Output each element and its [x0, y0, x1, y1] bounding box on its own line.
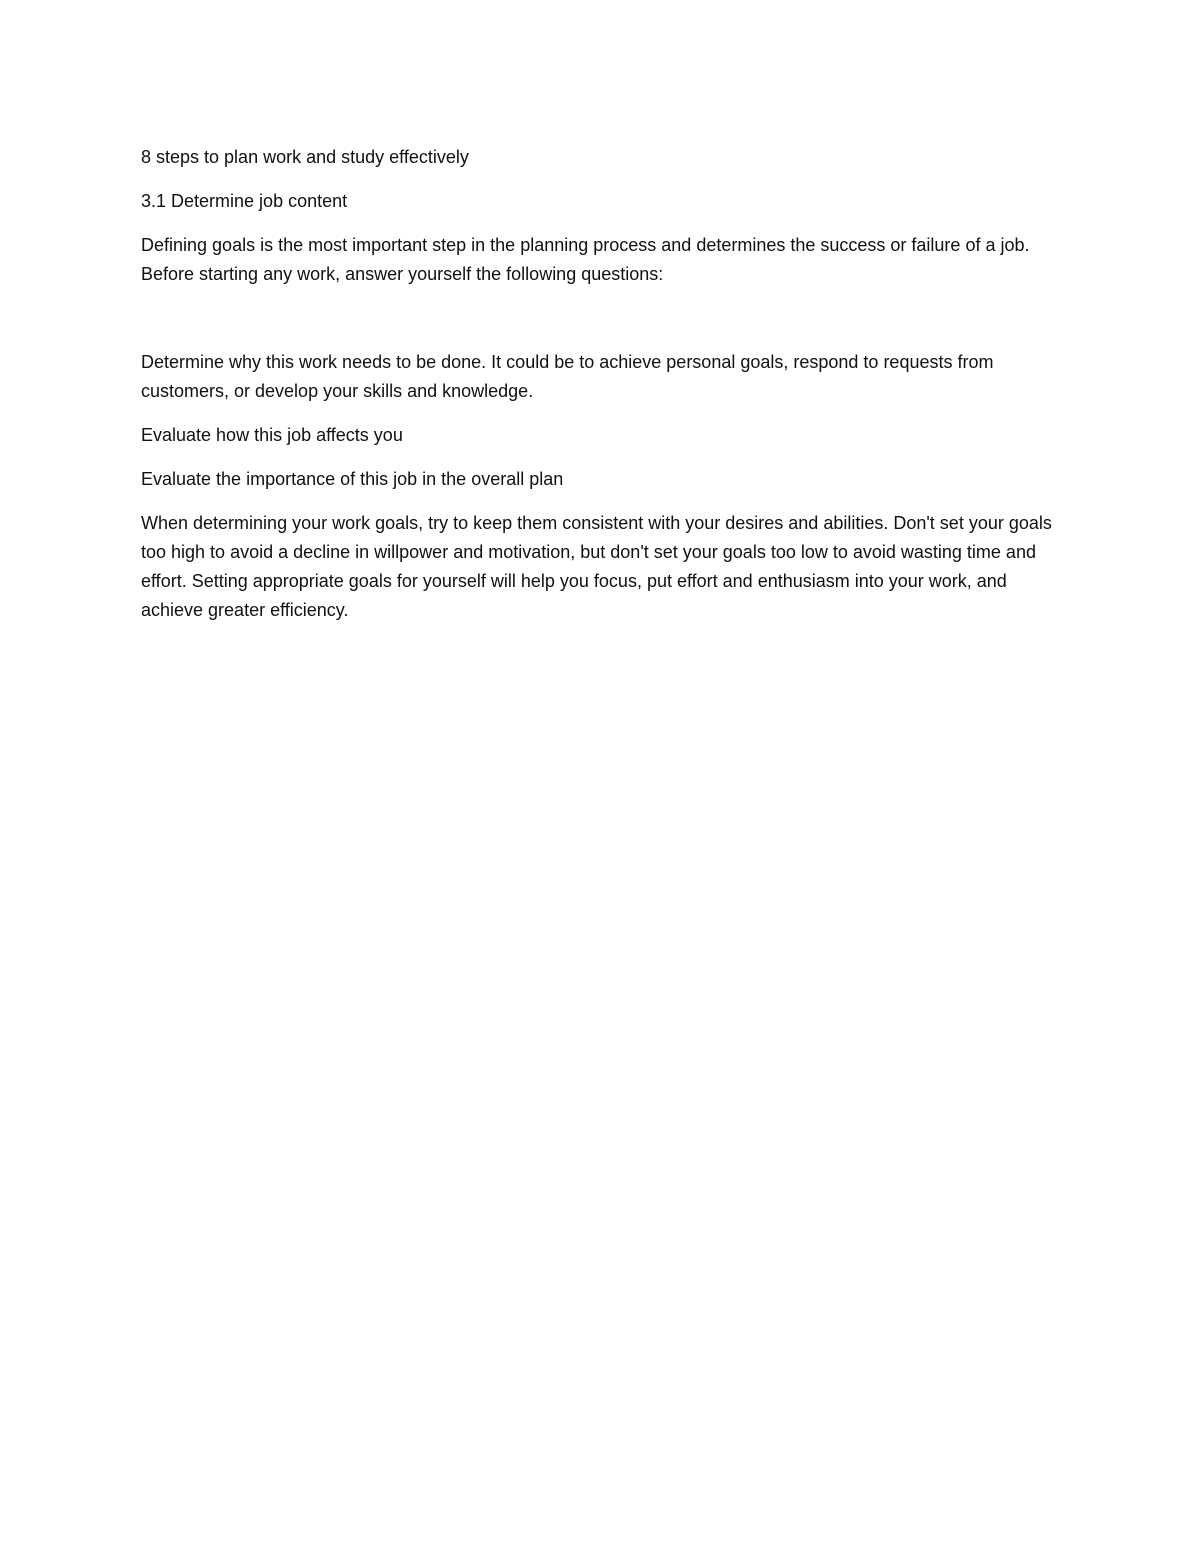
document-title: 8 steps to plan work and study effectively — [141, 147, 469, 167]
paragraph-evaluate-affects: Evaluate how this job affects you — [141, 425, 403, 445]
section-heading: 3.1 Determine job content — [141, 191, 348, 211]
blank-line — [141, 304, 1059, 348]
paragraph-evaluate-importance: Evaluate the importance of this job in the overall plan — [141, 469, 564, 489]
paragraph-determine-why: Determine why this work needs to be done. It could be to achieve personal goals, respond to requests from customers, or develop your skills and knowledge. — [141, 352, 994, 401]
document-body — [141, 143, 1059, 640]
paragraph-work-goals: When determining your work goals, try to keep them consistent with your desires and abilities. Don't set your goals too high to avoid a decline in willpower and motivation, but don't set your goals too low to avoid wasting time and effort. Setting appropriate goals for yourself will help you focus, put effort and enthusiasm into your work, and achieve greater efficiency. — [141, 513, 1052, 620]
paragraph-defining-goals: Defining goals is the most important step in the planning process and determines the success or failure of a job. Before starting any work, answer yourself the following questions: — [141, 235, 1030, 284]
